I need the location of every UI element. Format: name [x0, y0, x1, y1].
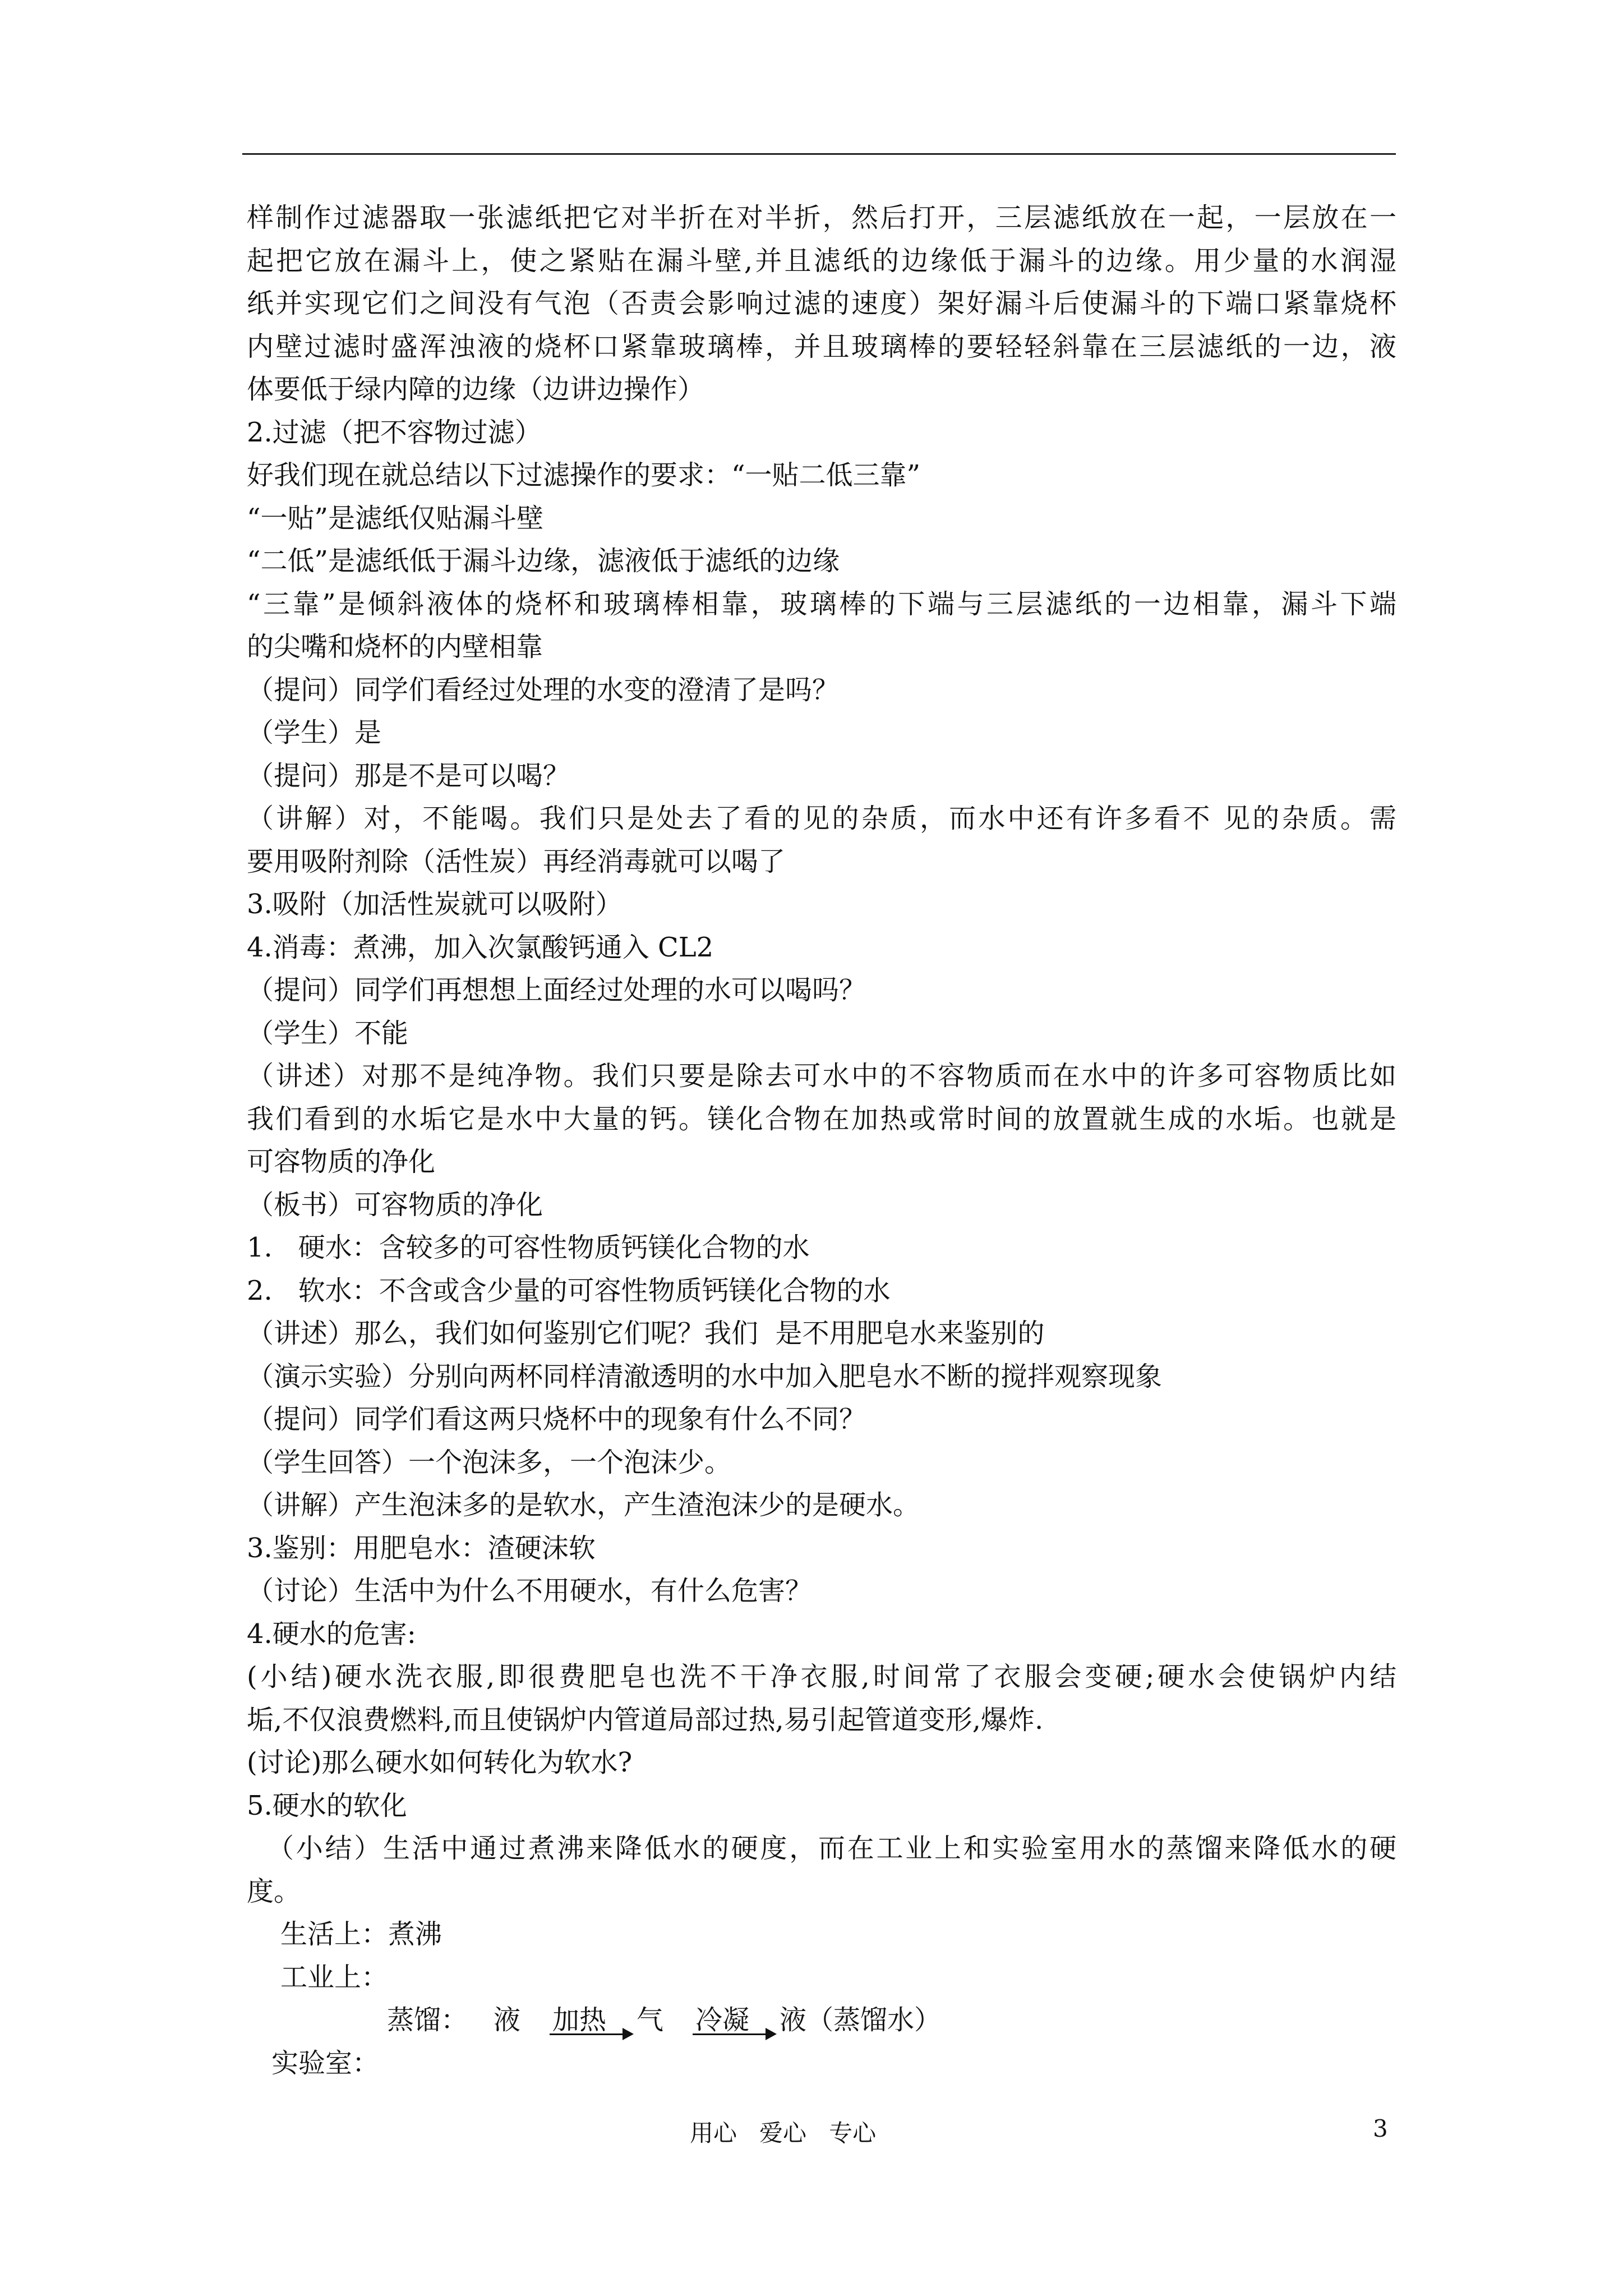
section-heading: 5.硬水的软化 — [247, 1789, 407, 1821]
text-line: 纸并实现它们之间没有气泡（否责会影响过滤的速度）架好漏斗后使漏斗的下端口紧靠烧杯 — [247, 288, 1396, 319]
heat-arrow-icon — [623, 2028, 634, 2040]
text-line: （学生）不能 — [247, 1017, 409, 1049]
text-line: （板书）可容物质的净化 — [247, 1189, 543, 1221]
arrow-label-heat: 加热 — [552, 2004, 607, 2036]
text-line: （讲解）产生泡沫多的是软水，产生渣泡沫少的是硬水。 — [247, 1489, 920, 1521]
text-line: （学生回答）一个泡沫多，一个泡沫少。 — [247, 1446, 732, 1478]
section-heading: 4.消毒：煮沸，加入次氯酸钙通入 CL2 — [247, 931, 714, 963]
distillation-liquid: 液 — [494, 2004, 521, 2036]
text-line: （演示实验）分别向两杯同样清澈透明的水中加入肥皂水不断的搅拌观察现象 — [247, 1360, 1163, 1392]
text-line: 体要低于绿内障的边缘（边讲边操作） — [247, 374, 705, 405]
section-heading: 4.硬水的危害: — [247, 1618, 416, 1650]
text-line: （提问）那是不是可以喝？ — [247, 760, 570, 792]
footer-motto: 用心 爱心 专心 — [690, 2119, 877, 2147]
header-rule — [242, 153, 1396, 155]
text-line: 要用吸附剂除（活性炭）再经消毒就可以喝了 — [247, 845, 786, 877]
text-line: 可容物质的净化 — [247, 1146, 436, 1177]
text-line: （提问）同学们再想想上面经过处理的水可以喝吗？ — [247, 974, 866, 1006]
distillation-gas: 气 — [637, 2004, 664, 2036]
text-line: （讲述）那么，我们如何鉴别它们呢？我们 是不用肥皂水来鉴别的 — [247, 1318, 1045, 1349]
text-line: （讲述）对那不是纯净物。我们只要是除去可水中的不容物质而在水中的许多可容物质比如 — [247, 1060, 1396, 1092]
text-line: （学生）是 — [247, 717, 382, 748]
text-line: 垢,不仅浪费燃料,而且使锅炉内管道局部过热,易引起管道变形,爆炸. — [247, 1704, 1044, 1736]
list-item: 2. 软水：不含或含少量的可容性物质钙镁化合物的水 — [247, 1274, 891, 1306]
distillation-process — [247, 1999, 1396, 2042]
text-line: 我们看到的水垢它是水中大量的钙。镁化合物在加热或常时间的放置就生成的水垢。也就是 — [247, 1103, 1396, 1135]
text-line: 工业上： — [280, 1961, 389, 1993]
section-heading: 2.过滤（把不容物过滤） — [247, 416, 542, 448]
text-line: （提问）同学们看这两只烧杯中的现象有什么不同？ — [247, 1404, 866, 1435]
condense-arrow-line — [693, 2033, 767, 2035]
text-line: (讨论)那么硬水如何转化为软水? — [247, 1747, 633, 1778]
distillation-label: 蒸馏： — [387, 2004, 468, 2036]
text-line: 的尖嘴和烧杯的内壁相靠 — [247, 631, 543, 662]
text-line: （讲解）对，不能喝。我们只是处去了看的见的杂质，而水中还有许多看不 见的杂质。需 — [247, 803, 1396, 834]
condense-arrow-icon — [766, 2028, 777, 2040]
document-body — [247, 196, 1396, 2085]
heat-arrow-line — [550, 2033, 624, 2035]
text-line: 起把它放在漏斗上，使之紧贴在漏斗壁,并且滤纸的边缘低于漏斗的边缘。用少量的水润湿 — [247, 245, 1396, 277]
text-line: (小结)硬水洗衣服,即很费肥皂也洗不干净衣服,时间常了衣服会变硬;硬水会使锅炉内结 — [247, 1661, 1396, 1692]
section-heading: 3.吸附（加活性炭就可以吸附） — [247, 889, 623, 920]
text-line: 样制作过滤器取一张滤纸把它对半折在对半折，然后打开，三层滤纸放在一起，一层放在一 — [247, 202, 1396, 233]
text-line: 实验室： — [271, 2047, 380, 2079]
arrow-label-condense: 冷凝 — [695, 2004, 750, 2036]
list-item: 1. 硬水：含较多的可容性物质钙镁化合物的水 — [247, 1232, 810, 1263]
text-line: “二低”是滤纸低于漏斗边缘，滤液低于滤纸的边缘 — [247, 545, 840, 577]
text-line: 内壁过滤时盛浑浊液的烧杯口紧靠玻璃棒，并且玻璃棒的要轻轻斜靠在三层滤纸的一边，液 — [247, 330, 1396, 362]
text-line: “三靠”是倾斜液体的烧杯和玻璃棒相靠，玻璃棒的下端与三层滤纸的一边相靠，漏斗下端 — [247, 588, 1396, 620]
section-heading: 3.鉴别：用肥皂水：渣硬沫软 — [247, 1532, 596, 1564]
text-line: 好我们现在就总结以下过滤操作的要求：“一贴二低三靠” — [247, 459, 921, 491]
text-line: （讨论）生活中为什么不用硬水，有什么危害？ — [247, 1575, 813, 1607]
text-line: 度。 — [247, 1875, 301, 1907]
text-line: “一贴”是滤纸仅贴漏斗壁 — [247, 502, 544, 534]
text-line: （小结）生活中通过煮沸来降低水的硬度，而在工业上和实验室用水的蒸馏来降低水的硬 — [267, 1833, 1396, 1864]
page-number: 3 — [1373, 2115, 1388, 2142]
distillation-result: 液（蒸馏水） — [780, 2004, 942, 2036]
text-line: （提问）同学们看经过处理的水变的澄清了是吗？ — [247, 674, 840, 706]
text-line: 生活上：煮沸 — [280, 1918, 442, 1950]
